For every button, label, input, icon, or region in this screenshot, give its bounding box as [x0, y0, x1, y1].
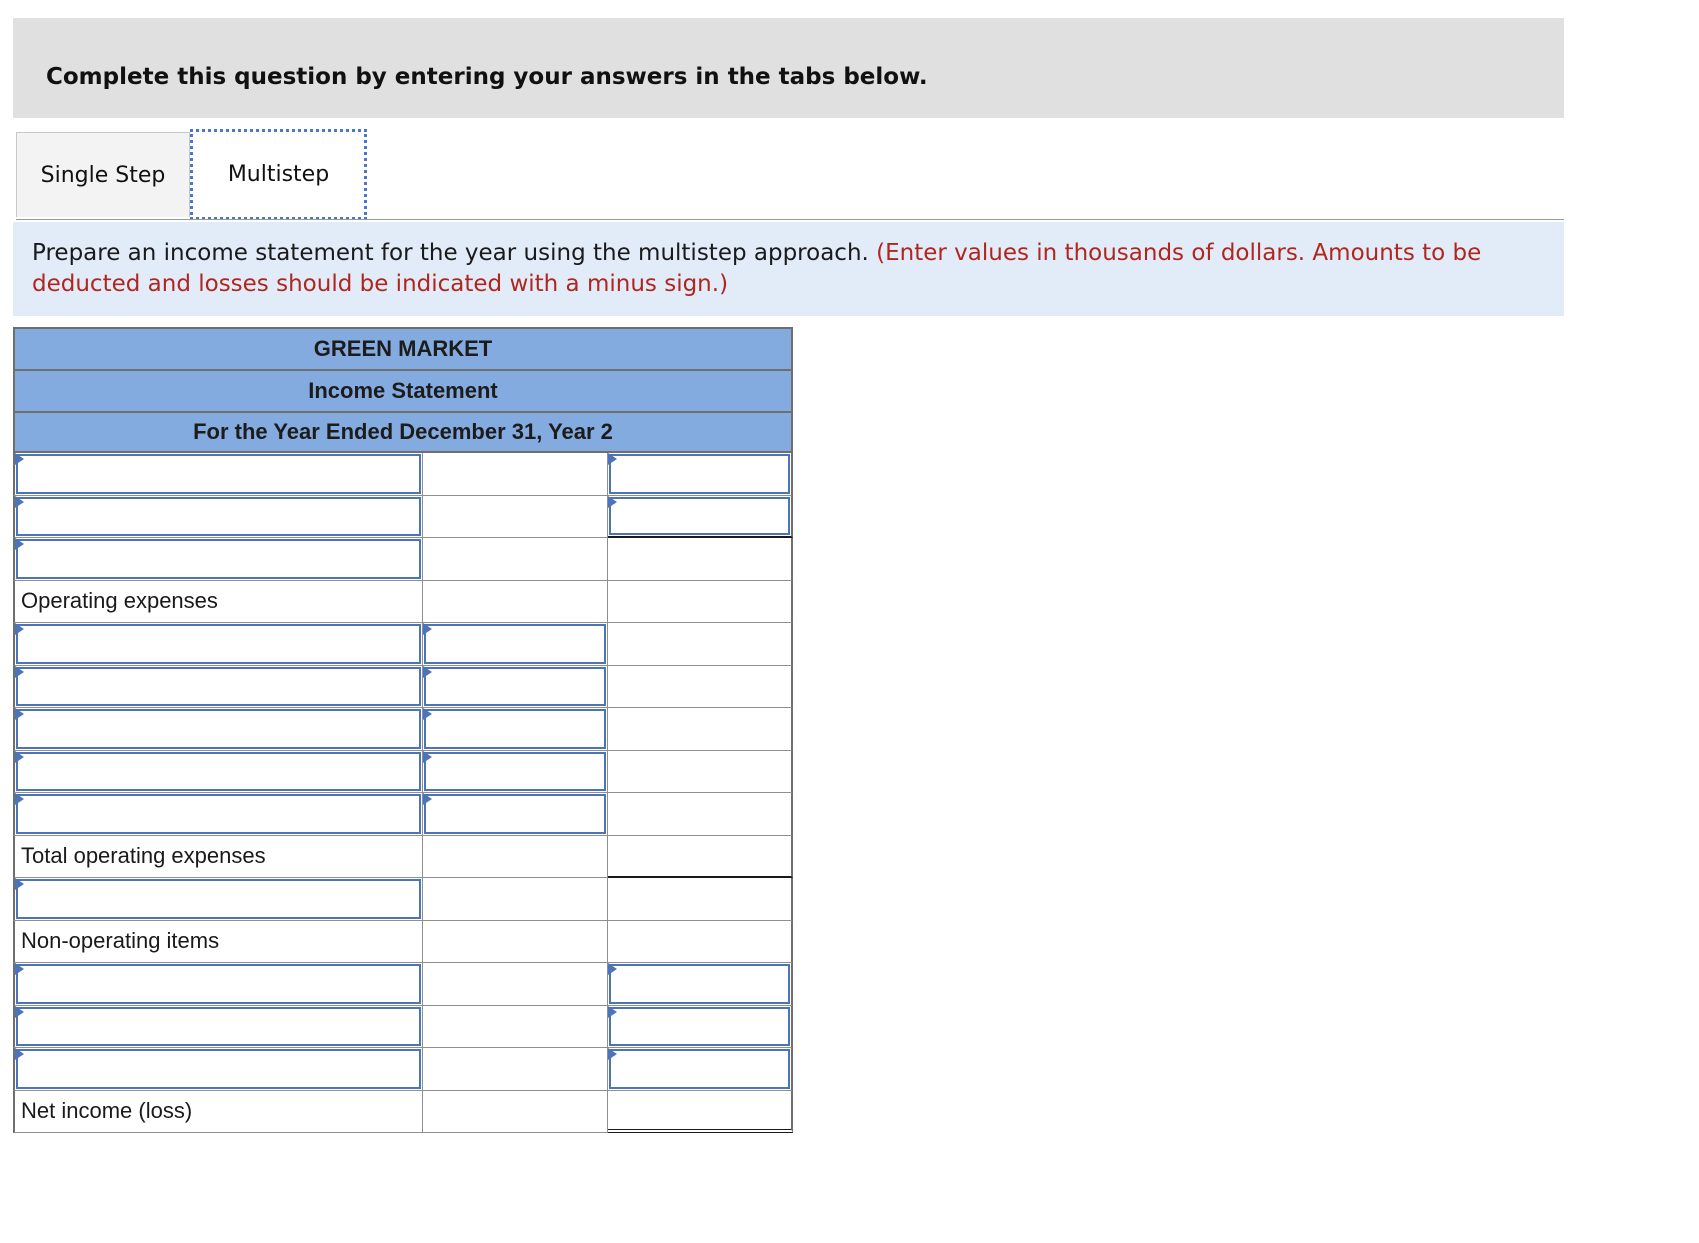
dropdown-flag-icon: [423, 751, 432, 763]
dropdown-flag-icon: [15, 963, 24, 975]
amount-cell: [423, 666, 608, 709]
table-row: [13, 963, 793, 1006]
non-operating-items-label: Non-operating items: [21, 928, 220, 954]
label-cell: [13, 751, 423, 794]
account-select[interactable]: [16, 1007, 421, 1047]
amount-input[interactable]: [424, 794, 606, 834]
dropdown-flag-icon: [15, 1006, 24, 1018]
amount-cell: [423, 581, 608, 624]
dropdown-flag-icon: [608, 453, 617, 465]
amount-cell: [423, 963, 608, 1006]
total-cell: [608, 666, 793, 709]
total-cell: [608, 836, 793, 879]
account-select[interactable]: [16, 624, 421, 664]
label-cell: [13, 623, 423, 666]
account-select[interactable]: [16, 539, 421, 579]
label-cell: [13, 581, 423, 624]
label-cell: [13, 793, 423, 836]
table-row: [13, 623, 793, 666]
label-cell: [13, 836, 423, 879]
table-row: [13, 1006, 793, 1049]
dropdown-flag-icon: [15, 666, 24, 678]
amount-cell: [423, 793, 608, 836]
label-cell: [13, 666, 423, 709]
dropdown-flag-icon: [15, 453, 24, 465]
prompt-text: Prepare an income statement for the year using the multistep approach.: [32, 240, 877, 266]
table-row: [13, 1091, 793, 1134]
total-amount-input[interactable]: [609, 1049, 790, 1089]
amount-cell: [423, 1048, 608, 1091]
dropdown-flag-icon: [15, 623, 24, 635]
total-cell: [608, 1006, 793, 1049]
dropdown-flag-icon: [15, 1048, 24, 1060]
dropdown-flag-icon: [15, 496, 24, 508]
amount-input[interactable]: [424, 752, 606, 792]
dropdown-flag-icon: [608, 496, 617, 508]
total-amount-input[interactable]: [609, 454, 790, 494]
statement-title: Income Statement: [13, 369, 793, 411]
label-cell: [13, 921, 423, 964]
table-row: [13, 581, 793, 624]
total-operating-expenses-label: Total operating expenses: [21, 843, 266, 869]
amount-cell: [423, 1006, 608, 1049]
operating-expenses-label: Operating expenses: [21, 588, 218, 614]
table-row: [13, 751, 793, 794]
account-select[interactable]: [16, 667, 421, 707]
tab-baseline: [16, 219, 1564, 220]
account-select[interactable]: [16, 454, 421, 494]
total-cell: [608, 496, 793, 539]
amount-input[interactable]: [424, 624, 606, 664]
label-cell: [13, 708, 423, 751]
prompt-note: (Enter values in thousands of dollars. Amounts to be deducted and losses should be indicated with a minus sign.): [32, 240, 1482, 297]
amount-cell: [423, 836, 608, 879]
instruction-bar: [13, 18, 1564, 118]
table-row: [13, 793, 793, 836]
total-cell: [608, 793, 793, 836]
amount-cell: [423, 453, 608, 496]
total-cell: [608, 921, 793, 964]
total-amount-input[interactable]: [609, 497, 790, 536]
total-amount-input[interactable]: [609, 964, 790, 1004]
label-cell: [13, 453, 423, 496]
label-cell: [13, 496, 423, 539]
table-row: [13, 453, 793, 496]
total-cell: [608, 623, 793, 666]
amount-cell: [423, 878, 608, 921]
dropdown-flag-icon: [608, 1048, 617, 1060]
table-row: [13, 538, 793, 581]
question-prompt: [13, 222, 1564, 316]
account-select[interactable]: [16, 752, 421, 792]
total-cell: [608, 453, 793, 496]
dropdown-flag-icon: [608, 1006, 617, 1018]
account-select[interactable]: [16, 964, 421, 1004]
total-cell: [608, 708, 793, 751]
amount-cell: [423, 1091, 608, 1134]
tab-single-step[interactable]: Single Step: [16, 132, 190, 217]
dropdown-flag-icon: [608, 963, 617, 975]
dropdown-flag-icon: [423, 666, 432, 678]
company-name: GREEN MARKET: [13, 327, 793, 369]
dropdown-flag-icon: [15, 708, 24, 720]
table-row: [13, 708, 793, 751]
account-select[interactable]: [16, 794, 421, 834]
net-income-label: Net income (loss): [21, 1098, 193, 1124]
dropdown-flag-icon: [15, 751, 24, 763]
total-cell: [608, 581, 793, 624]
label-cell: [13, 1091, 423, 1134]
dropdown-flag-icon: [423, 708, 432, 720]
income-statement-table: [13, 327, 793, 1133]
table-row: [13, 1048, 793, 1091]
account-select[interactable]: [16, 1049, 421, 1089]
account-select[interactable]: [16, 879, 421, 919]
table-row: [13, 878, 793, 921]
label-cell: [13, 1006, 423, 1049]
net-income-total-cell: [608, 1091, 793, 1134]
total-cell: [608, 1048, 793, 1091]
amount-cell: [423, 538, 608, 581]
dropdown-flag-icon: [15, 878, 24, 890]
dropdown-flag-icon: [15, 538, 24, 550]
total-amount-input[interactable]: [609, 1007, 790, 1047]
dropdown-flag-icon: [423, 793, 432, 805]
amount-cell: [423, 496, 608, 539]
label-cell: [13, 538, 423, 581]
instruction-title: Complete this question by entering your answers in the tabs below.: [46, 64, 928, 90]
dropdown-flag-icon: [423, 623, 432, 635]
account-select[interactable]: [16, 709, 421, 749]
label-cell: [13, 963, 423, 1006]
amount-input[interactable]: [424, 709, 606, 749]
total-cell: [608, 538, 793, 581]
amount-input[interactable]: [424, 667, 606, 707]
table-row: [13, 666, 793, 709]
dropdown-flag-icon: [15, 793, 24, 805]
account-select[interactable]: [16, 497, 421, 537]
label-cell: [13, 878, 423, 921]
amount-cell: [423, 921, 608, 964]
table-row: [13, 921, 793, 964]
total-cell: [608, 878, 793, 921]
amount-cell: [423, 708, 608, 751]
amount-cell: [423, 623, 608, 666]
total-cell: [608, 963, 793, 1006]
statement-period: For the Year Ended December 31, Year 2: [13, 411, 793, 453]
amount-cell: [423, 751, 608, 794]
tab-multistep[interactable]: Multistep: [190, 129, 367, 220]
total-cell: [608, 751, 793, 794]
tab-bar: [16, 130, 1564, 220]
label-cell: [13, 1048, 423, 1091]
table-row: [13, 836, 793, 879]
table-row: [13, 496, 793, 539]
